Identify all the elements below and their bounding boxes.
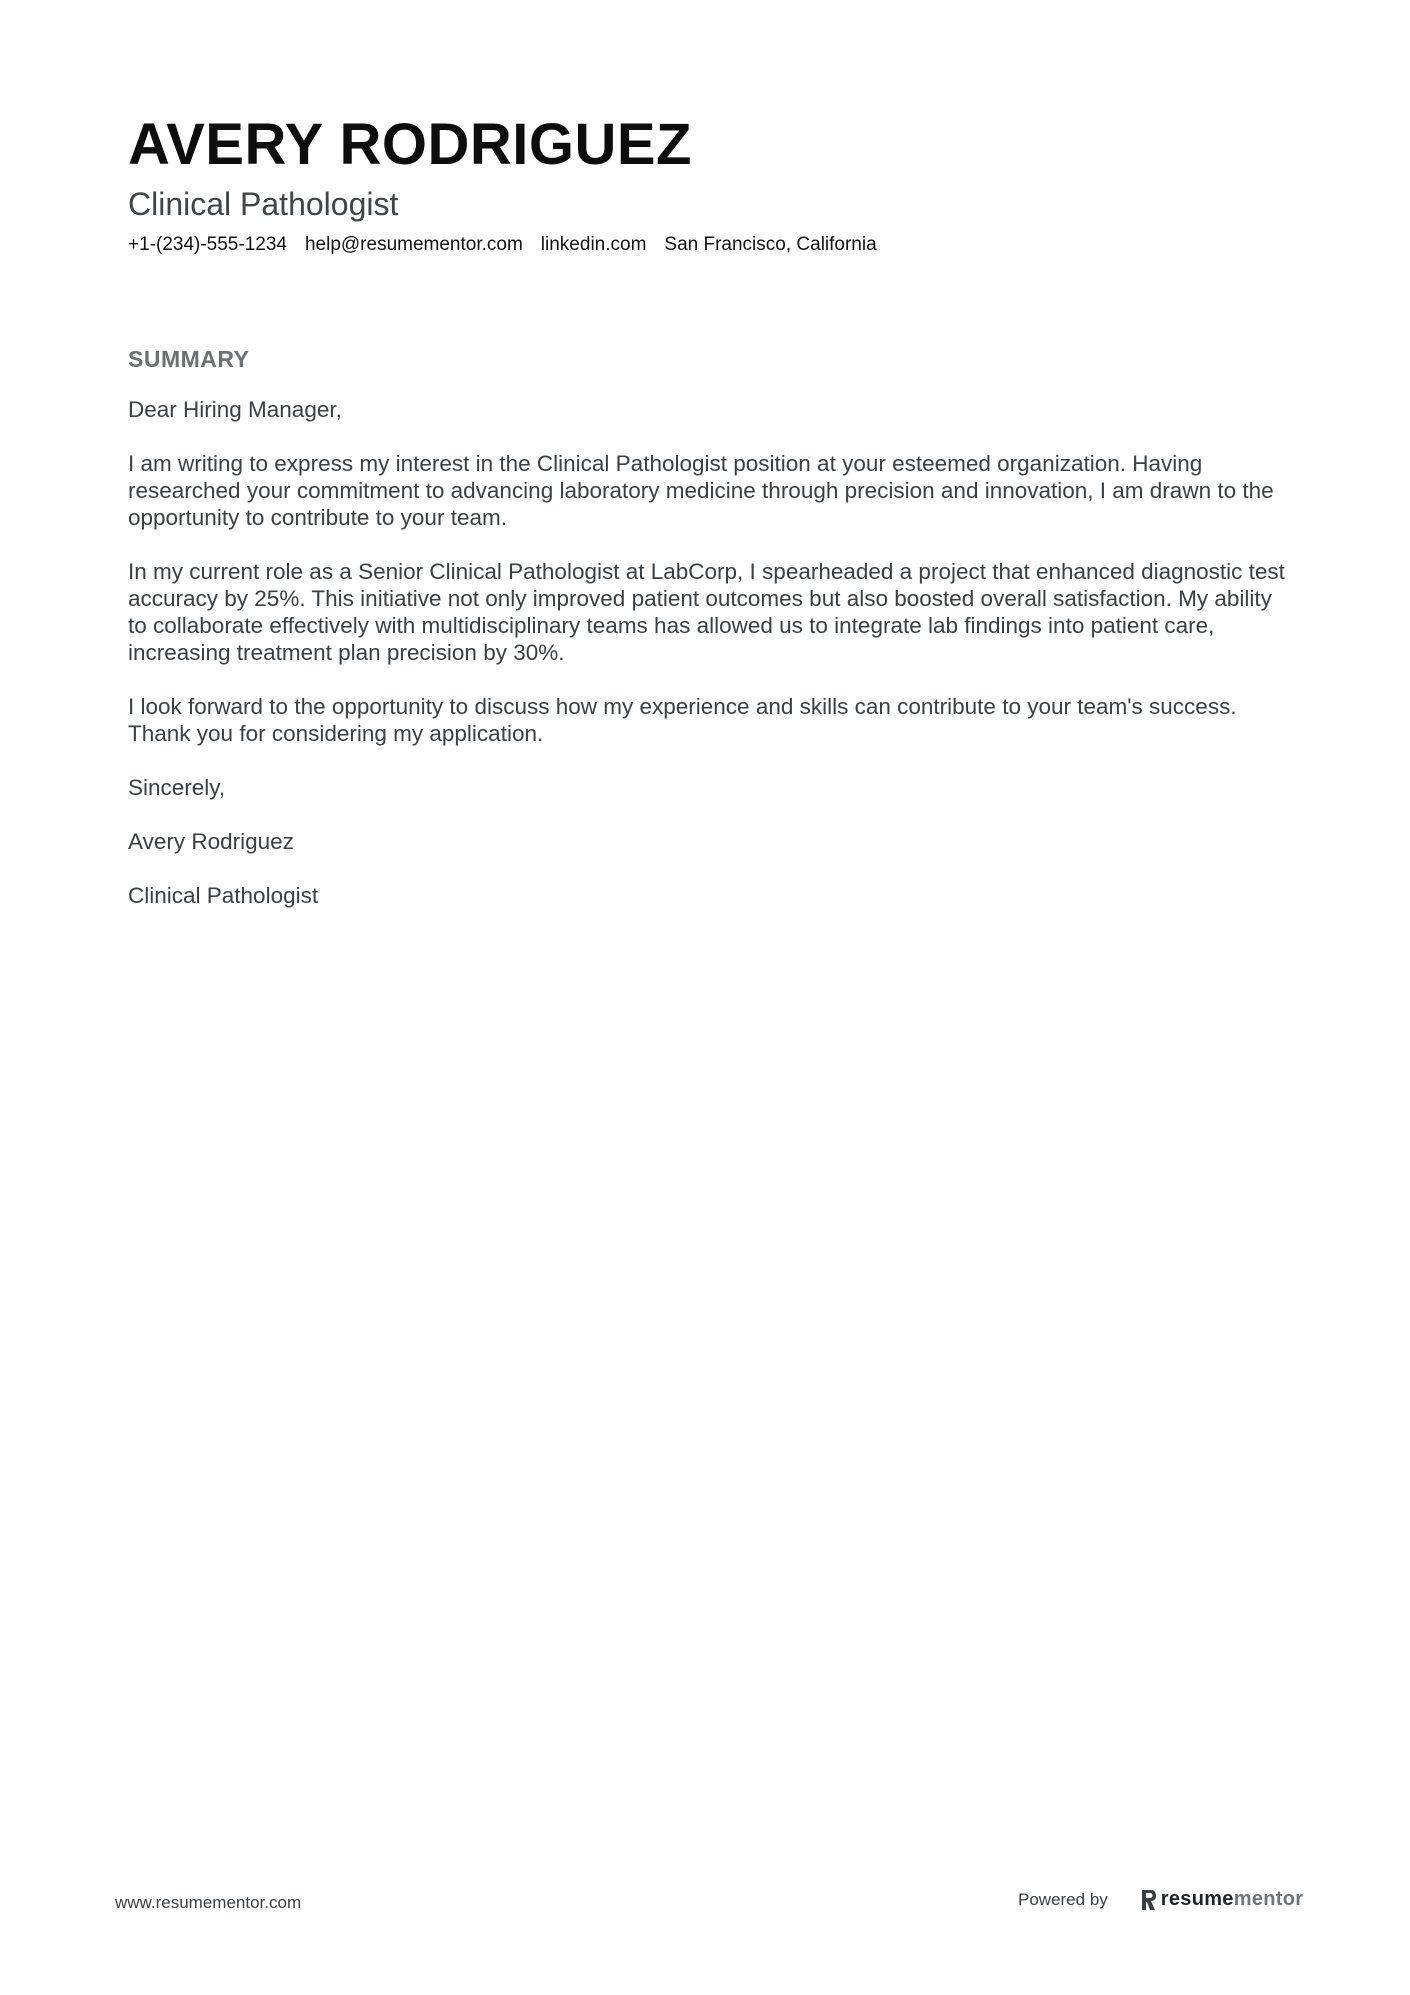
letter-paragraph: In my current role as a Senior Clinical Pathologist at LabCorp, I spearheaded a project that enhanced diagnostic test accuracy by 25%. This initiative not only improved patient outcomes but also boosted overall satisfaction. My ability to collaborate effectively with multidisciplinary teams has allowed us to integrate lab findings into patient care, increasing treatment plan precision by 30%. xyxy=(128,559,1285,665)
candidate-name: AVERY RODRIGUEZ xyxy=(128,112,692,177)
logo-text-resume: resume xyxy=(1160,1888,1234,1910)
contact-phone: +1-(234)-555-1234 xyxy=(128,234,287,255)
signature-title: Clinical Pathologist xyxy=(128,883,319,908)
letter-paragraph: I look forward to the opportunity to discuss how my experience and skills can contribute to your team's success. Thank you for considering my application. xyxy=(128,694,1237,746)
salutation: Dear Hiring Manager, xyxy=(128,397,342,422)
contact-linkedin[interactable]: linkedin.com xyxy=(540,234,647,255)
footer-website[interactable]: www.resumementor.com xyxy=(115,1893,302,1912)
contact-email[interactable]: help@resumementor.com xyxy=(304,234,523,255)
resumementor-logo-icon xyxy=(1140,1889,1157,1911)
powered-by-label: Powered by xyxy=(1018,1889,1108,1909)
section-heading: SUMMARY xyxy=(128,346,250,372)
contact-info xyxy=(128,232,1288,258)
header xyxy=(128,110,1288,258)
resumementor-logo[interactable] xyxy=(1140,1888,1304,1911)
footer-branding xyxy=(1018,1888,1303,1911)
signature-name: Avery Rodriguez xyxy=(128,829,294,854)
closing: Sincerely, xyxy=(128,775,226,800)
letter-paragraph: I am writing to express my interest in the Clinical Pathologist position at your esteemed organization. Having researched your commitment to advancing laboratory medicine through precision and innovation, I am drawn to the opportunity to contribute to your team. xyxy=(128,451,1274,530)
job-title: Clinical Pathologist xyxy=(128,186,399,222)
contact-location: San Francisco, California xyxy=(664,234,877,255)
summary-section xyxy=(128,344,1288,936)
logo-text-mentor: mentor xyxy=(1233,1888,1304,1910)
